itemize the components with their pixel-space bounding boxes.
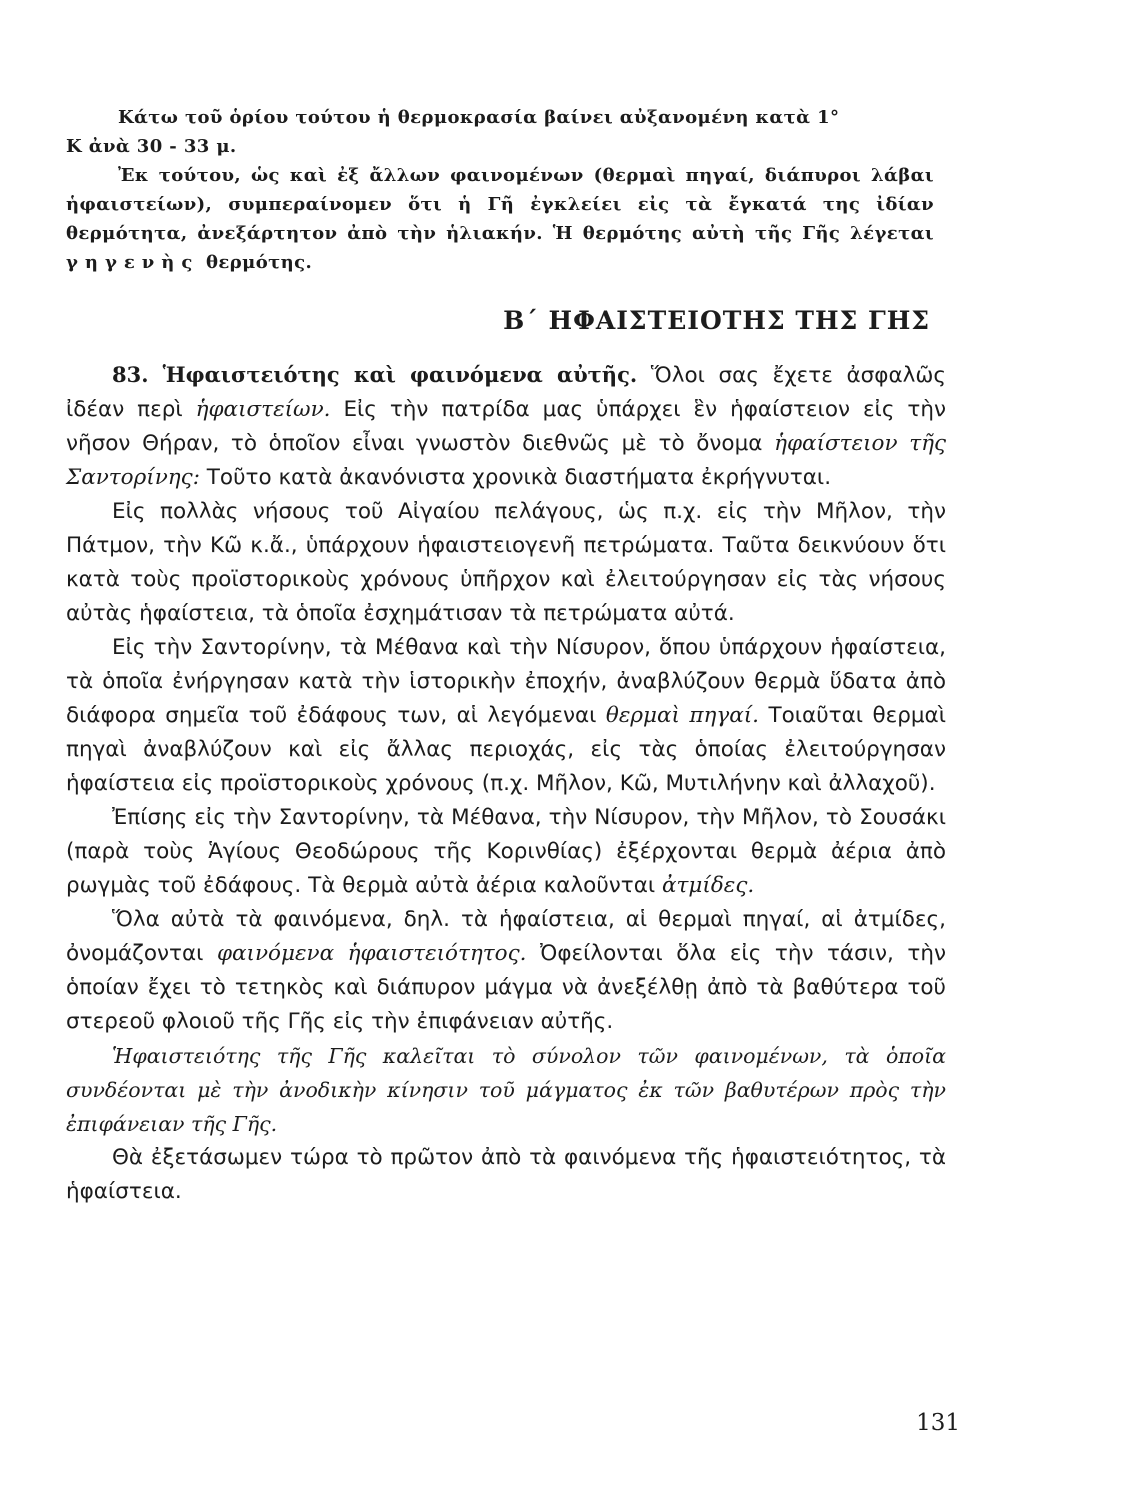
p5-italic: φαινόμενα ἡφαιστειότητος. (216, 941, 527, 966)
p3-italic: θερμαὶ πηγαί. (605, 703, 760, 728)
p1-italic-2: ἡφαίστειον τῆς Σαντορίνης: (66, 431, 947, 490)
definition-paragraph: Ἡφαιστειότης τῆς Γῆς καλεῖται τὸ σύνολον τῶν φαινομένων, τὰ ὁποῖα συνδέονται μὲ τὴν ἀνοδικὴν κίνησιν τοῦ μάγματος ἐκ τῶν βαθυτέρων πρὸς τὴν ἐπιφάνειαν τῆς Γῆς. (66, 1044, 946, 1136)
intro-paragraph-2 (66, 161, 934, 277)
p3-text-a: Εἰς τὴν Σαντορίνην, τὰ Μέθανα καὶ τὴν Νίσυρον, ὅπου ὑπάρχουν ἡφαίστεια, τὰ ὁποῖα ἐνήργησαν κατὰ τὴν ἱστορικὴν ἐποχήν, ἀναβλύζουν θερμὰ ὕδατα ἀπὸ διάφορα σημεῖα τοῦ ἐδάφους των, αἱ λεγόμεναι (66, 635, 946, 728)
p5-text-a: Ὅλα αὐτὰ τὰ φαινόμενα, δηλ. τὰ ἡφαίστεια, αἱ θερμαὶ πηγαί, αἱ ἀτμίδες, ὀνομάζονται (66, 907, 946, 966)
main-text (66, 358, 946, 1209)
intro-p2-end: θερμότης. (206, 252, 313, 273)
p4-italic: ἀτμίδες. (662, 873, 755, 898)
p1-text-c: Τοῦτο κατὰ ἀκανόνιστα χρονικὰ διαστήματα ἐκρήγνυται. (206, 465, 832, 490)
intro-paragraph-1 (66, 103, 934, 161)
section-title: 83. Ἡφαιστειότης καὶ φαινόμενα αὐτῆς. (112, 362, 638, 387)
intro-p2-term: γηγενὴς (66, 252, 200, 273)
p3-text-b: Τοιαῦται θερμαὶ πηγαὶ ἀναβλύζουν καὶ εἰς ἄλλας περιοχάς, εἰς τὰς ὁποίας ἐλειτούργησαν ἡφαίστεια εἰς προϊστορικοὺς χρόνους (π.χ. Μῆλον, Κῶ, Μυτιλήνην καὶ ἀλλαχοῦ). (66, 703, 946, 796)
intro-line-1: Κάτω τοῦ ὁρίου τούτου ἡ θερμοκρασία βαίνει αὐξανομένη κατὰ 1° (118, 107, 840, 128)
paragraph-6: Θὰ ἐξετάσωμεν τώρα τὸ πρῶτον ἀπὸ τὰ φαινόμενα τῆς ἡφαιστειότητος, τὰ ἡφαίστεια. (66, 1145, 946, 1204)
page-number: 131 (916, 1410, 960, 1436)
p1-text-a: Ὅλοι σας ἔχετε ἀσφαλῶς ἰδέαν περὶ (66, 363, 946, 422)
p5-text-b: Ὀφείλονται ὅλα εἰς τὴν τάσιν, τὴν ὁποίαν ἔχει τὸ τετηκὸς καὶ διάπυρον μάγμα νὰ ἀνεξέλθῃ ἀπὸ τὰ βαθύτερα τοῦ στερεοῦ φλοιοῦ τῆς Γῆς εἰς τὴν ἐπιφάνειαν αὐτῆς. (66, 941, 946, 1034)
chapter-heading: Β΄ ΗΦΑΙΣΤΕΙΟΤΗΣ ΤΗΣ ΓΗΣ (503, 306, 930, 335)
paragraph-4 (66, 801, 946, 903)
paragraph-2: Εἰς πολλὰς νήσους τοῦ Αἰγαίου πελάγους, ὡς π.χ. εἰς τὴν Μῆλον, τὴν Πάτμον, τὴν Κῶ κ.ἄ., ὑπάρχουν ἡφαιστειογενῆ πετρώματα. Ταῦτα δεικνύουν ὅτι κατὰ τοὺς προϊστορικοὺς χρόνους ὑπῆρχον καὶ ἐλειτούργησαν εἰς τὰς νήσους αὐτὰς ἡφαίστεια, τὰ ὁποῖα ἐσχημάτισαν τὰ πετρώματα αὐτά. (66, 499, 946, 626)
paragraph-3 (66, 631, 946, 801)
paragraph-5 (66, 903, 946, 1039)
intro-line-2: Κ ἀνὰ 30 - 33 μ. (66, 136, 237, 157)
p1-text-b: Εἰς τὴν πατρίδα μας ὑπάρχει ἓν ἡφαίστειον εἰς τὴν νῆσον Θήραν, τὸ ὁποῖον εἶναι γνωστὸν διεθνῶς μὲ τὸ ὄνομα (66, 397, 946, 456)
paragraph-1 (66, 358, 946, 495)
p1-italic-1: ἡφαιστείων. (195, 397, 331, 422)
p4-text-a: Ἐπίσης εἰς τὴν Σαντορίνην, τὰ Μέθανα, τὴν Νίσυρον, τὴν Μῆλον, τὸ Σουσάκι (παρὰ τοὺς Ἁγίους Θεοδώρους τῆς Κορινθίας) ἐξέρχονται θερμὰ ἀέρια ἀπὸ ρωγμὰς τοῦ ἐδάφους. Τὰ θερμὰ αὐτὰ ἀέρια καλοῦνται (66, 805, 946, 898)
intro-p2-text: Ἐκ τούτου, ὡς καὶ ἐξ ἄλλων φαινομένων (θερμαὶ πηγαί, διάπυροι λάβαι ἡφαιστείων), συμπεραίνομεν ὅτι ἡ Γῆ ἐγκλείει εἰς τὰ ἔγκατά της ἰδίαν θερμότητα, ἀνεξάρτητον ἀπὸ τὴν ἡλιακήν. Ἡ θερμότης αὐτὴ τῆς Γῆς λέγεται (66, 165, 934, 244)
